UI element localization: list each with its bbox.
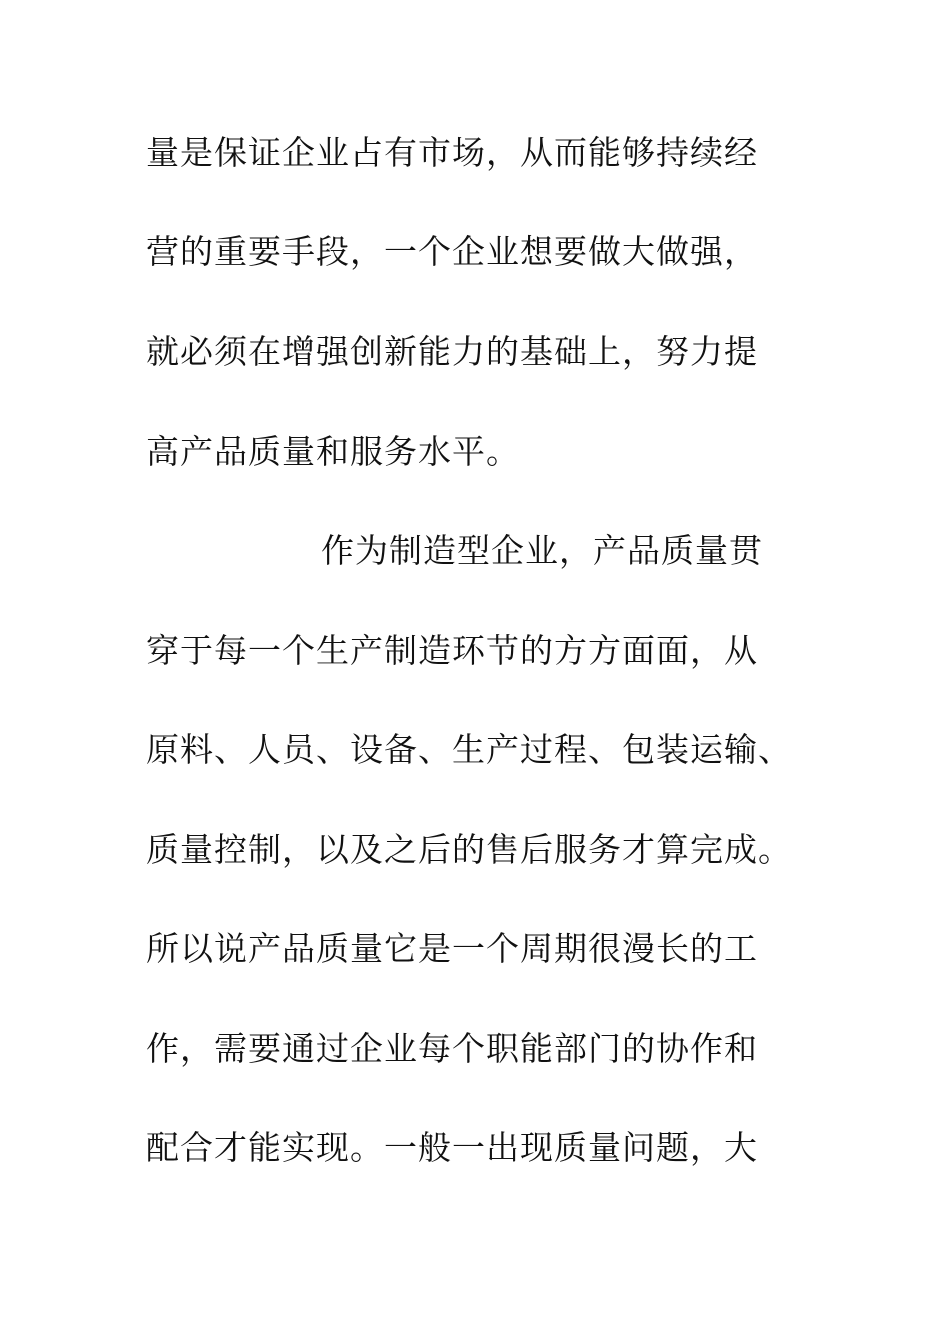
text-line-1: 量是保证企业占有市场，从而能够持续经 [146,133,758,172]
text-line-3: 就必须在增强创新能力的基础上，努力提 [146,332,758,371]
text-line-2: 营的重要手段，一个企业想要做大做强， [146,232,758,271]
text-line-7: 原料、人员、设备、生产过程、包装运输、 [146,730,792,769]
text-line-6: 穿于每一个生产制造环节的方方面面，从 [146,631,758,670]
text-line-9: 所以说产品质量它是一个周期很漫长的工 [146,929,758,968]
text-line-10: 作，需要通过企业每个职能部门的协作和 [146,1029,758,1068]
text-line-11: 配合才能实现。一般一出现质量问题，大 [146,1128,758,1167]
text-line-4: 高产品质量和服务水平。 [146,432,520,471]
text-line-8: 质量控制，以及之后的售后服务才算完成。 [146,830,792,869]
paragraph-start-line: 作为制造型企业，产品质量贯 [321,531,763,570]
